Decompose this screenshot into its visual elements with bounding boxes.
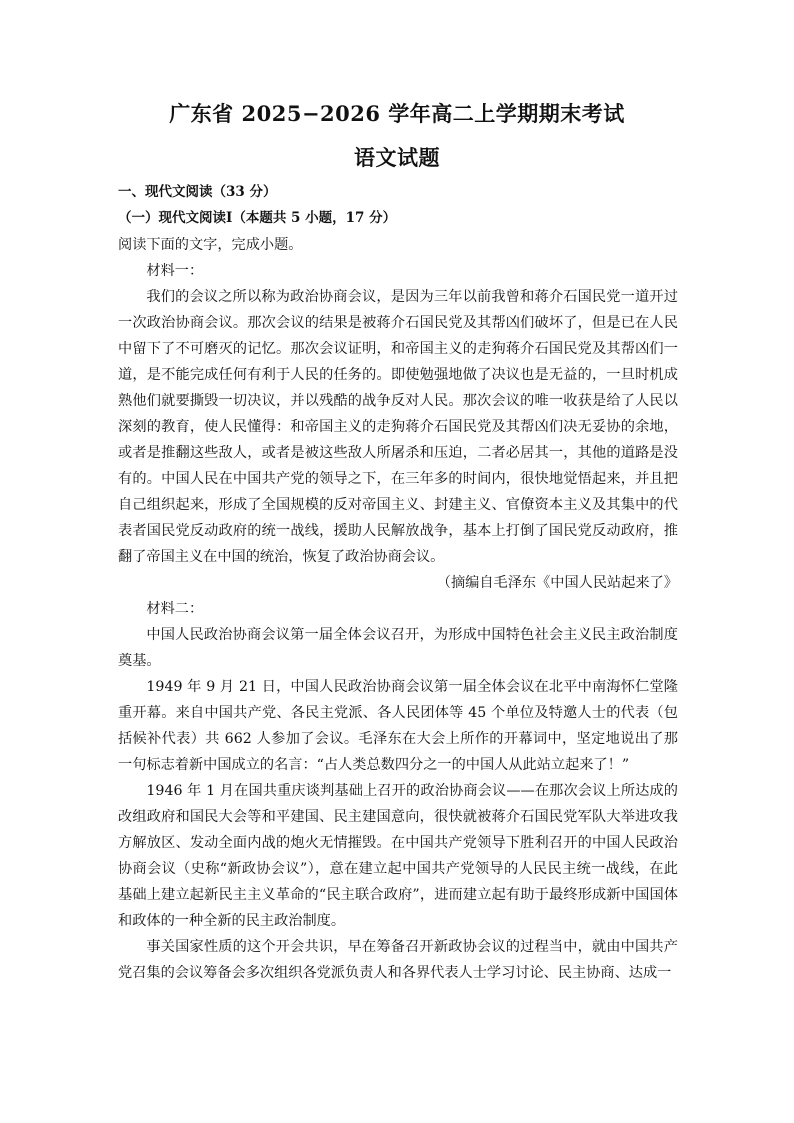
reading-body [118,232,678,986]
material2-paragraph: 1949 年 9 月 21 日，中国人民政治协商会议第一届全体会议在北平中南海怀仁堂隆重开幕。来自中国共产党、各民主党派、各人民团体等 45 个单位及特邀人士的代表（包括候补代表）共 662 人参加了会议。毛泽东在大会上所作的开幕词中，坚定地说出了那一句标志着新中国成立的名言：“占人类总数四分之一的中国人从此站立起来了！” [118,679,678,773]
instruction-text: 阅读下面的文字，完成小题。 [118,237,303,253]
material2-paragraph: 中国人民政治协商会议第一届全体会议召开，为形成中国特色社会主义民主政治制度奠基。 [118,627,678,669]
material2-label: 材料二： [146,601,204,617]
exam-subtitle: 语文试题 [354,145,440,170]
material2-paragraph: 事关国家性质的这个开会共识，早在筹备召开新政协会议的过程当中，就由中国共产党召集的会议筹备会多次组织各党派负责人和各界代表人士学习讨论、民主协商、达成一 [118,939,678,981]
section-heading: 一、现代文阅读（33 分） [118,184,277,200]
subsection-heading: （一）现代文阅读Ⅰ（本题共 5 小题，17 分） [118,210,397,226]
material2-paragraph: 1946 年 1 月在国共重庆谈判基础上召开的政治协商会议——在那次会议上所达成的改组政府和国民大会等和平建国、民主建国意向，很快就被蒋介石国民党军队大举进攻我方解放区、发动全面内战的炮火无情摧毁。在中国共产党领导下胜利召开的中国人民政治协商会议（史称“新政协会议”），意在建立起中国共产党领导的人民民主统一战线，在此基础上建立起新民主主义革命的“民主联合政府”，进而建立起有助于最终形成新中国国体和政体的一种全新的民主政治制度。 [118,783,678,929]
material1-source: （摘编自毛泽东《中国人民站起来了》 [436,575,678,591]
material1-text: 我们的会议之所以称为政治协商会议，是因为三年以前我曾和蒋介石国民党一道开过一次政治协商会议。那次会议的结果是被蒋介石国民党及其帮凶们破坏了，但是已在人民中留下了不可磨灭的记忆。那次会议证明，和帝国主义的走狗蒋介石国民党及其帮凶们一道，是不能完成任何有利于人民的任务的。即使勉强地做了决议也是无益的，一旦时机成熟他们就要撕毁一切决议，并以残酷的战争反对人民。那次会议的唯一收获是给了人民以深刻的教育，使人民懂得：和帝国主义的走狗蒋介石国民党及其帮凶们决无妥协的余地，或者是推翻这些敌人，或者是被这些敌人所屠杀和压迫，二者必居其一，其他的道路是没有的。中国人民在中国共产党的领导之下，在三年多的时间内，很快地觉悟起来，并且把自己组织起来，形成了全国规模的反对帝国主义、封建主义、官僚资本主义及其集中的代表者国民党反动政府的统一战线，援助人民解放战争，基本上打倒了国民党反动政府，推翻了帝国主义在中国的统治，恢复了政治协商会议。 [118,289,678,565]
exam-title: 广东省 2025−2026 学年高二上学期期末考试 [169,101,625,126]
material1-label: 材料一： [146,263,204,279]
